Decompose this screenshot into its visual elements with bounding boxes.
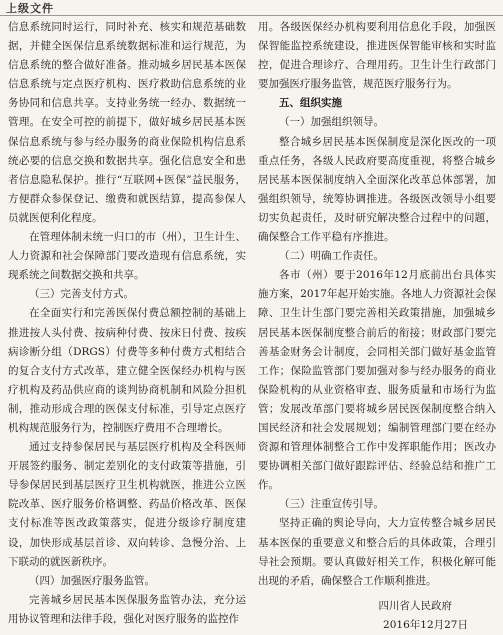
right-column bbox=[258, 18, 496, 635]
subsection-heading: （四）加强医疗服务监管。 bbox=[29, 574, 155, 587]
issuer: 四川省人民政府 bbox=[378, 599, 452, 612]
paragraph-continued: 信息系统同时运行，同时补充、核实和规范基础数据，并健全医保信息系统数据标准和运行规范，为信息系统的整合做好准备。推动城乡居民基本医保信息系统与定点医疗机构、医疗救助信息系统的业务协同和信息共享。支持业务统一经办、数据统一管理。在安全可控的前提下，做好城乡居民基本医保信息系统与参与经办服务的商业保险机构信息系统必要的信息交换和数据共享。强化信息安全和患者信息隐私保护。推行“互联网+医保”益民服务，方便群众参保登记、缴费和就医结算，提高参保人员就医便利化程度。 bbox=[8, 21, 246, 224]
paragraph: 整合城乡居民基本医保制度是深化医改的一项重点任务，各级人民政府要高度重视，将整合城乡居民基本医保制度纳入全面深化改革总体部署，加强组织领导，统筹协调推进。各级医改领导小组要切实负起责任，及时研究解决整合过程中的问题，确保整合工作平稳有序推进。 bbox=[258, 135, 496, 244]
subsection-heading: （三）注重宣传引导。 bbox=[279, 498, 384, 511]
subsection-heading: （三）完善支付方式。 bbox=[29, 288, 134, 301]
paragraph: 通过支持参保居民与基层医疗机构及全科医师开展签约服务、制定差别化的支付政策等措施，引导参保居民到基层医疗卫生机构就医，推进公立医院改革、医疗服务价格调整、药品价格改革、医保支付标准等医改政策落实，促进分级诊疗制度建设，加快形成基层首诊、双向转诊、急慢分治、上下联动的就医新秩序。 bbox=[8, 441, 246, 568]
paragraph: 在全面实行和完善医保付费总额控制的基础上推进按人头付费、按病种付费、按床日付费、按疾病诊断分组（DRGS）付费等多种付费方式相结合的复合支付方式改革，建立健全医保经办机构与医疗机构及药品供应商的谈判协商机制和风险分担机制，推动形成合理的医保支付标准，引导定点医疗机构规范服务行为，控制医疗费用不合理增长。 bbox=[8, 307, 246, 434]
issue-date: 2016年12月27日 bbox=[383, 618, 468, 631]
subsection-heading: （一）加强组织领导。 bbox=[279, 116, 384, 129]
header-title: 上级文件 bbox=[6, 2, 54, 15]
paragraph: 坚持正确的舆论导向，大力宣传整合城乡居民基本医保的重要意义和整合后的具体政策，合理引导社会预期。要认真做好相关工作，积极化解可能出现的矛盾，确保整合工作顺利推进。 bbox=[258, 517, 496, 587]
paragraph: 各市（州）要于2016年12月底前出台具体实施方案，2017年起开始实施。各地人力资源社会保障、卫生计生部门要完善相关政策措施，加强城乡居民基本医保制度整合前后的衔接；财政部门要完善基金财务会计制度，会同相关部门做好基金监管工作；保险监管部门要加强对参与经办服务的商业保险机构的从业资格审查、服务质量和市场行为监管；发展改革部门要将城乡居民医保制度整合纳入国民经济和社会发展规划；编制管理部门要在经办资源和管理体制整合工作中发挥职能作用；医改办要协调相关部门做好跟踪评估、经验总结和推广工作。 bbox=[258, 269, 496, 492]
signature-block bbox=[258, 597, 496, 635]
paragraph: 完善城乡居民基本医保服务监管办法，充分运用协议管理和法律手段，强化对医疗服务的监控作 bbox=[8, 593, 246, 625]
section-heading: 五、组织实施 bbox=[279, 97, 342, 110]
right-column-body bbox=[258, 18, 496, 591]
left-column bbox=[8, 18, 246, 629]
page-header bbox=[0, 0, 503, 16]
subsection-heading: （二）明确工作责任。 bbox=[279, 250, 384, 263]
paragraph: 在管理体制未统一归口的市（州），卫生计生、人力资源和社会保障部门要改造现有信息系统，实现系统之间数据交换和共享。 bbox=[8, 231, 246, 282]
paragraph-continued: 用。各级医保经办机构要利用信息化手段，加强医保智能监控系统建设，推进医保智能审核和实时监控，促进合理诊疗、合理用药。卫生计生行政部门要加强医疗服务监管，规范医疗服务行为。 bbox=[258, 21, 496, 91]
